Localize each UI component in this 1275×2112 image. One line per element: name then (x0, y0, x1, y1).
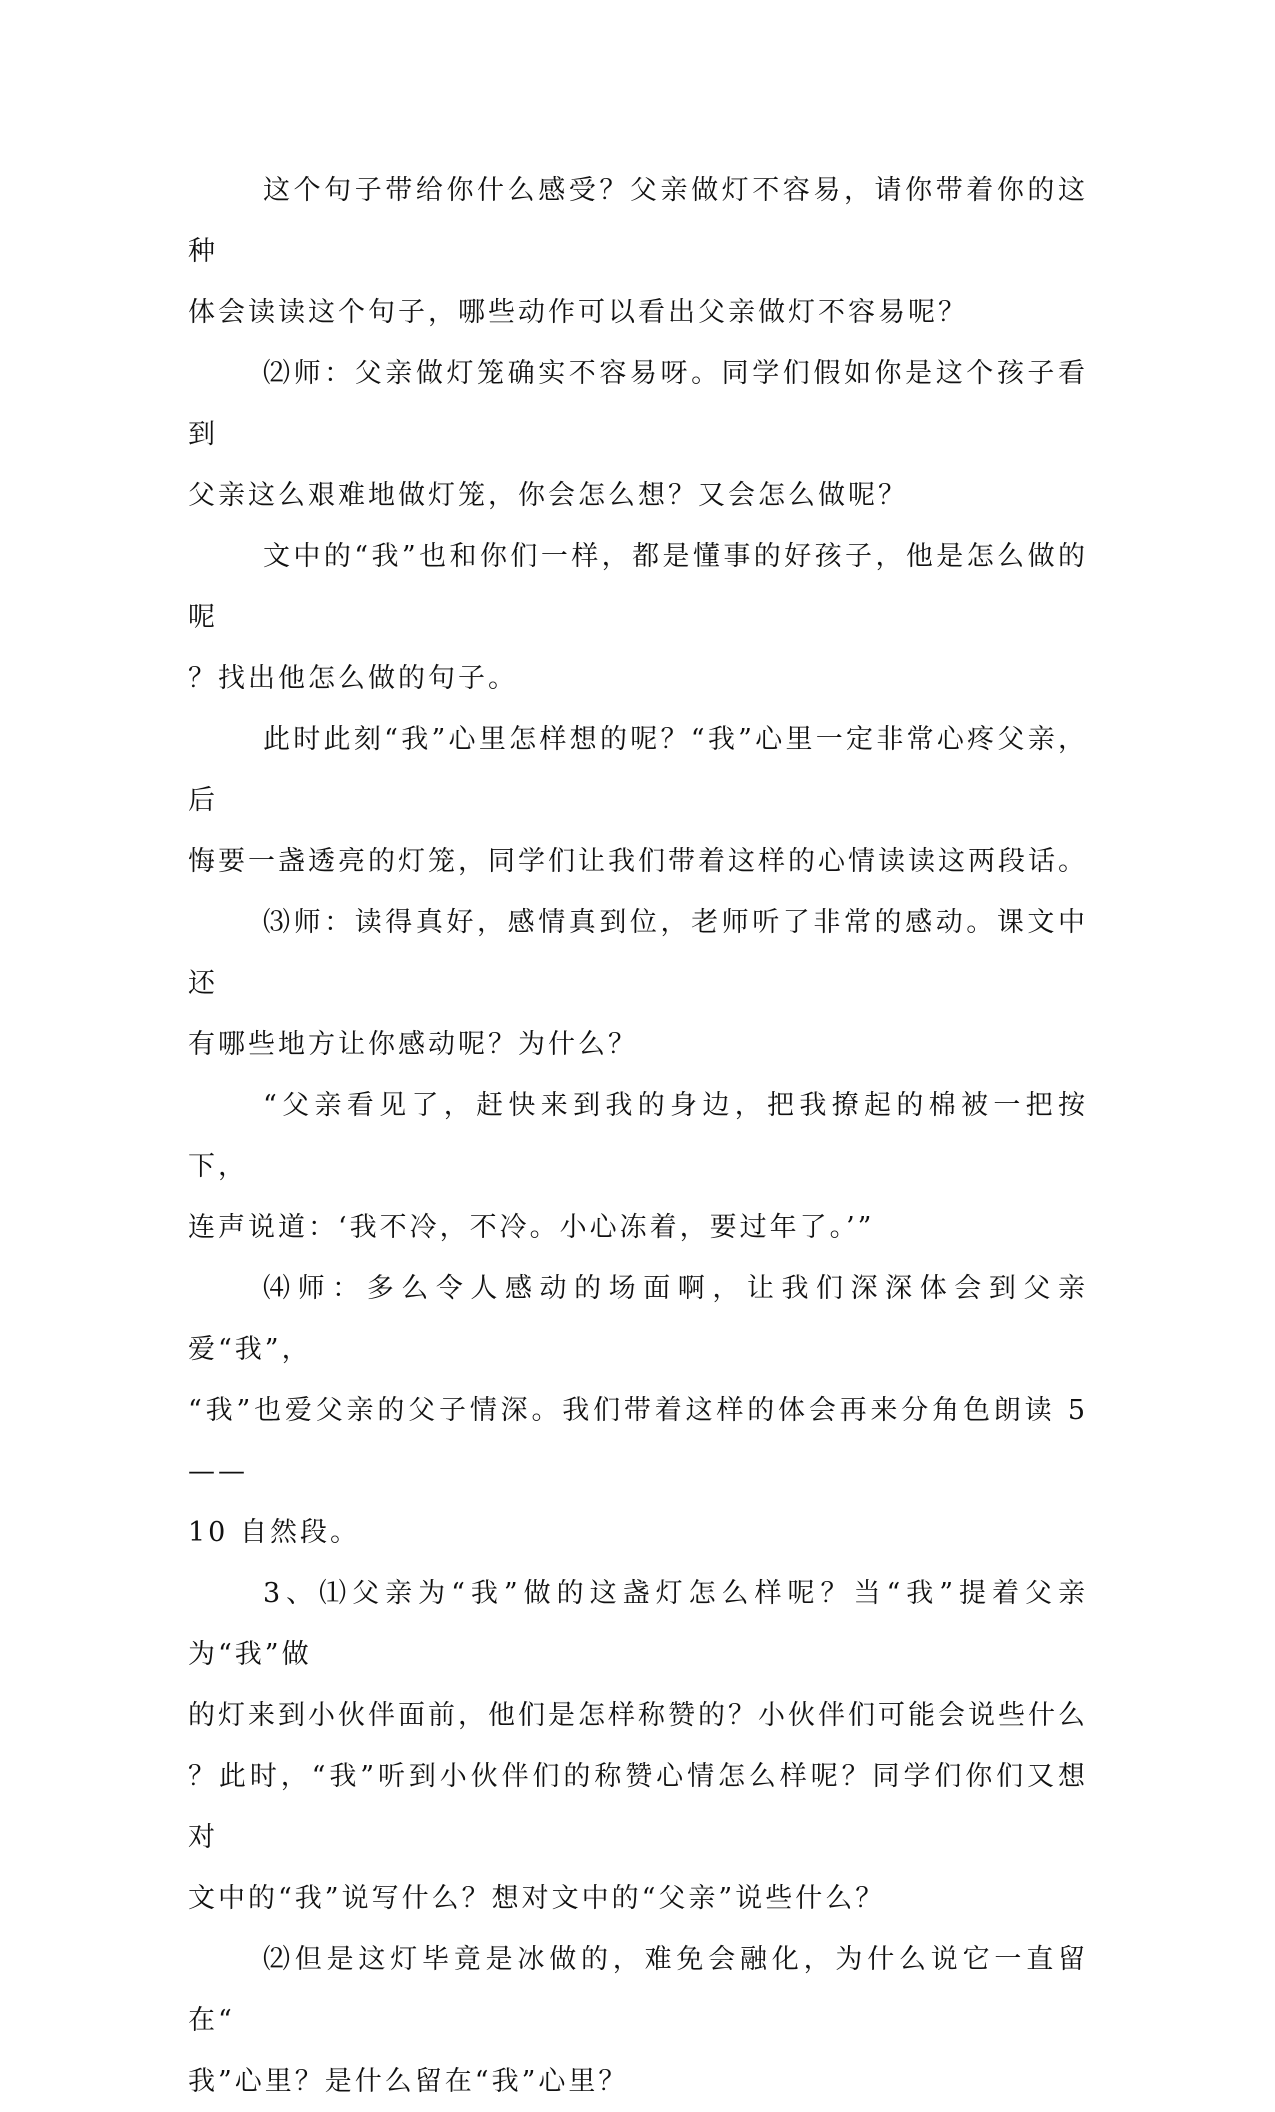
paragraph: ⑷师：多么令人感动的场面啊，让我们深深体会到父亲爱“我”， “我”也爱父亲的父子情深。我们带着这样的体会再来分角色朗读 5—— 10 自然段。 (188, 1273, 1088, 1548)
paragraph: ⑵师：父亲做灯笼确实不容易呀。同学们假如你是这个孩子看到 父亲这么艰难地做灯笼，你会怎么想？又会怎么做呢？ (188, 358, 1088, 511)
document-body (188, 160, 1088, 2112)
paragraph: ⑵但是这灯毕竟是冰做的，难免会融化，为什么说它一直留在“ 我”心里？是什么留在“我”心里？ (188, 1944, 1088, 2097)
paragraph: 这个句子带给你什么感受？父亲做灯不容易，请你带着你的这种 体会读读这个句子，哪些动作可以看出父亲做灯不容易呢？ (188, 175, 1088, 328)
paragraph: 3、⑴父亲为“我”做的这盏灯怎么样呢？当“我”提着父亲为“我”做 的灯来到小伙伴面前，他们是怎样称赞的？小伙伴们可能会说些什么 ？此时，“我”听到小伙伴们的称赞心情怎么样呢？同学们你们又想对 文中的“我”说写什么？想对文中的“父亲”说些什么？ (188, 1578, 1088, 1914)
paragraph: “父亲看见了，赶快来到我的身边，把我撩起的棉被一把按下， 连声说道：‘我不冷，不冷。小心冻着，要过年了。’” (188, 1090, 1088, 1243)
paragraph: ⑶师：读得真好，感情真到位，老师听了非常的感动。课文中还 有哪些地方让你感动呢？为什么？ (188, 907, 1088, 1060)
paragraph: 文中的“我”也和你们一样，都是懂事的好孩子，他是怎么做的呢 ？找出他怎么做的句子。 (188, 541, 1088, 694)
paragraph: 此时此刻“我”心里怎样想的呢？“我”心里一定非常心疼父亲，后 悔要一盏透亮的灯笼，同学们让我们带着这样的心情读读这两段话。 (188, 724, 1088, 877)
